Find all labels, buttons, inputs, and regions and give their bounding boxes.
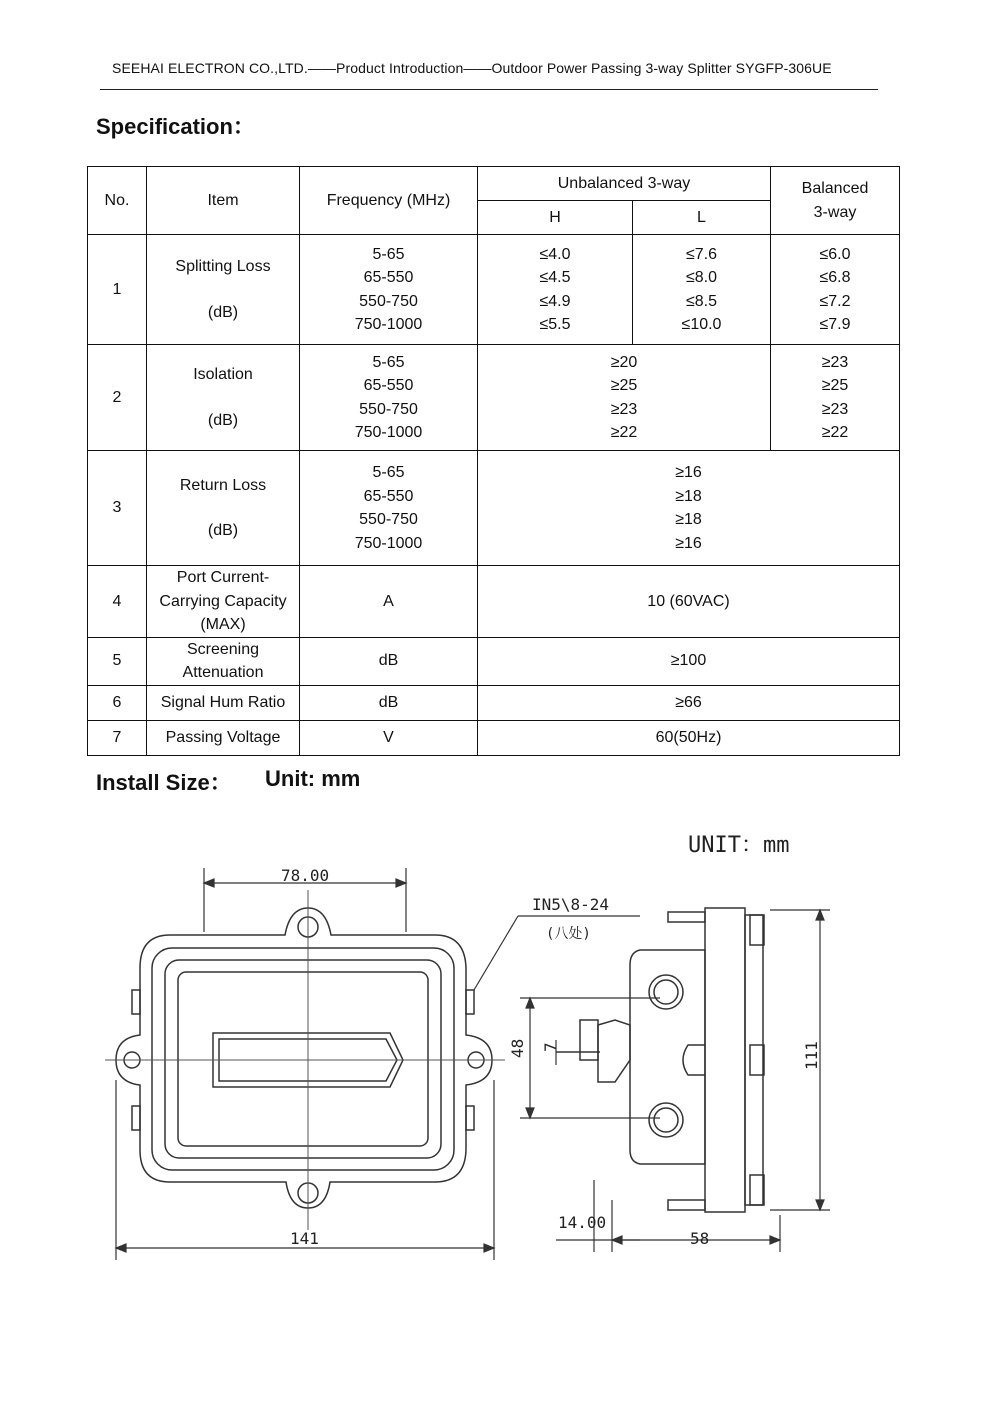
freq-band: 550-750 (359, 511, 418, 528)
dim-label-78: 78.00 (281, 866, 330, 885)
table-row-screening (88, 637, 900, 685)
freq-band: 65-550 (363, 269, 414, 286)
freq-band: 750-1000 (354, 424, 423, 441)
value: ≤4.9 (539, 292, 571, 310)
value-cell-h (478, 235, 633, 345)
item-label-line: Carrying Capacity (159, 592, 287, 610)
value-cell-all: ≥100 (478, 637, 900, 685)
install-size-drawing (0, 820, 1000, 1280)
item-label-line: (MAX) (200, 616, 246, 633)
header-l: L (633, 201, 771, 235)
row-no: 3 (88, 451, 147, 566)
item-label: Isolation (193, 366, 253, 383)
value-cell-l (633, 235, 771, 345)
row-no: 4 (88, 566, 147, 638)
freq-band: 65-550 (363, 377, 414, 394)
item-label: Return Loss (179, 476, 267, 494)
row-no: 5 (88, 637, 147, 685)
row-no: 2 (88, 345, 147, 451)
value: ≥22 (610, 424, 638, 441)
freq-cell (300, 345, 478, 451)
value: ≤5.5 (539, 316, 571, 333)
value: ≥23 (821, 400, 849, 418)
header-divider (100, 89, 878, 90)
value: ≥18 (675, 511, 702, 528)
value-cell-balanced (771, 235, 900, 345)
item-unit: (dB) (207, 522, 239, 539)
value: ≤8.0 (685, 269, 718, 286)
freq-band: 750-1000 (354, 534, 423, 552)
value-cell-all: ≥66 (478, 685, 900, 720)
row-item (147, 637, 300, 685)
freq-band: 550-750 (359, 400, 418, 418)
value: ≤8.5 (685, 292, 718, 310)
value: ≤4.0 (539, 245, 571, 263)
header-no: No. (88, 167, 147, 235)
freq-band: 5-65 (372, 245, 405, 263)
page-header: SEEHAI ELECTRON CO.,LTD.——Product Introduction——Outdoor Power Passing 3-way Splitter SYGFP-306UE (112, 60, 832, 76)
value: ≥23 (610, 400, 638, 418)
unit-cell: A (300, 566, 478, 638)
thread-label: IN5\8-24 (532, 895, 610, 914)
item-label-line: Screening (186, 640, 260, 658)
value: ≥18 (675, 487, 702, 505)
header-frequency: Frequency (MHz) (300, 167, 478, 235)
value: ≥20 (610, 353, 638, 371)
header-balanced (771, 167, 900, 235)
table-header-row (88, 167, 900, 201)
value: ≥22 (821, 424, 849, 441)
value: ≥25 (821, 377, 849, 394)
thread-note: (八处) (546, 926, 591, 942)
row-item (147, 566, 300, 638)
row-item: Passing Voltage (147, 720, 300, 755)
header-balanced-line1: Balanced (801, 180, 869, 197)
table-row-hum (88, 685, 900, 720)
header-item: Item (147, 167, 300, 235)
value: ≤6.8 (819, 269, 851, 286)
value: ≤6.0 (819, 245, 851, 263)
dim-label-141: 141 (290, 1229, 319, 1248)
install-unit-label: Unit: mm (265, 766, 361, 791)
dim-label-58: 58 (690, 1229, 710, 1248)
value: ≥23 (821, 353, 849, 371)
value-cell-balanced (771, 345, 900, 451)
item-unit: (dB) (207, 303, 239, 321)
side-view (556, 908, 764, 1212)
table-row-return-loss (88, 451, 900, 566)
value: ≤7.2 (819, 292, 851, 310)
value: ≤4.5 (539, 269, 571, 286)
freq-band: 65-550 (363, 487, 414, 505)
value-cell-all: 10 (60VAC) (478, 566, 900, 638)
unit-cell: dB (300, 685, 478, 720)
table-row-port-current (88, 566, 900, 638)
specification-table (87, 166, 900, 756)
item-unit: (dB) (207, 411, 239, 429)
row-no: 1 (88, 235, 147, 345)
value: ≤10.0 (681, 316, 722, 333)
item-label-line: Attenuation (182, 664, 264, 681)
value: ≥16 (675, 464, 702, 481)
header-balanced-line2: 3-way (813, 203, 857, 221)
item-label: Splitting Loss (175, 258, 271, 275)
value: ≥16 (675, 534, 702, 552)
freq-band: 5-65 (372, 464, 405, 481)
item-label-line: Port Current- (176, 569, 270, 586)
front-centerlines (105, 890, 505, 1230)
value: ≤7.6 (685, 245, 718, 263)
unit-cell: V (300, 720, 478, 755)
row-item (147, 345, 300, 451)
row-no: 6 (88, 685, 147, 720)
dim-label-7: 7 (541, 1042, 560, 1052)
freq-band: 5-65 (372, 353, 405, 371)
front-view (116, 908, 492, 1208)
freq-band: 550-750 (359, 292, 418, 310)
header-h: H (478, 201, 633, 235)
table-row-voltage (88, 720, 900, 755)
value-cell-all (478, 451, 900, 566)
dim-label-14: 14.00 (558, 1213, 607, 1232)
value: ≥25 (610, 377, 638, 394)
install-size-title: Install Size： (96, 770, 232, 795)
freq-cell (300, 235, 478, 345)
unit-cell: dB (300, 637, 478, 685)
specification-title: Specification： (96, 114, 255, 139)
table-row-splitting-loss (88, 235, 900, 345)
freq-band: 750-1000 (354, 316, 423, 333)
value: ≤7.9 (819, 316, 851, 333)
table-row-isolation (88, 345, 900, 451)
dim-label-48: 48 (508, 1038, 527, 1058)
value-cell-all: 60(50Hz) (478, 720, 900, 755)
value-cell-unbalanced (478, 345, 771, 451)
row-item (147, 451, 300, 566)
row-no: 7 (88, 720, 147, 755)
dim-label-111: 111 (802, 1041, 821, 1070)
row-item (147, 235, 300, 345)
header-unbalanced: Unbalanced 3-way (478, 167, 771, 201)
freq-cell (300, 451, 478, 566)
unit-label: UNIT：mm (688, 833, 790, 858)
row-item: Signal Hum Ratio (147, 685, 300, 720)
